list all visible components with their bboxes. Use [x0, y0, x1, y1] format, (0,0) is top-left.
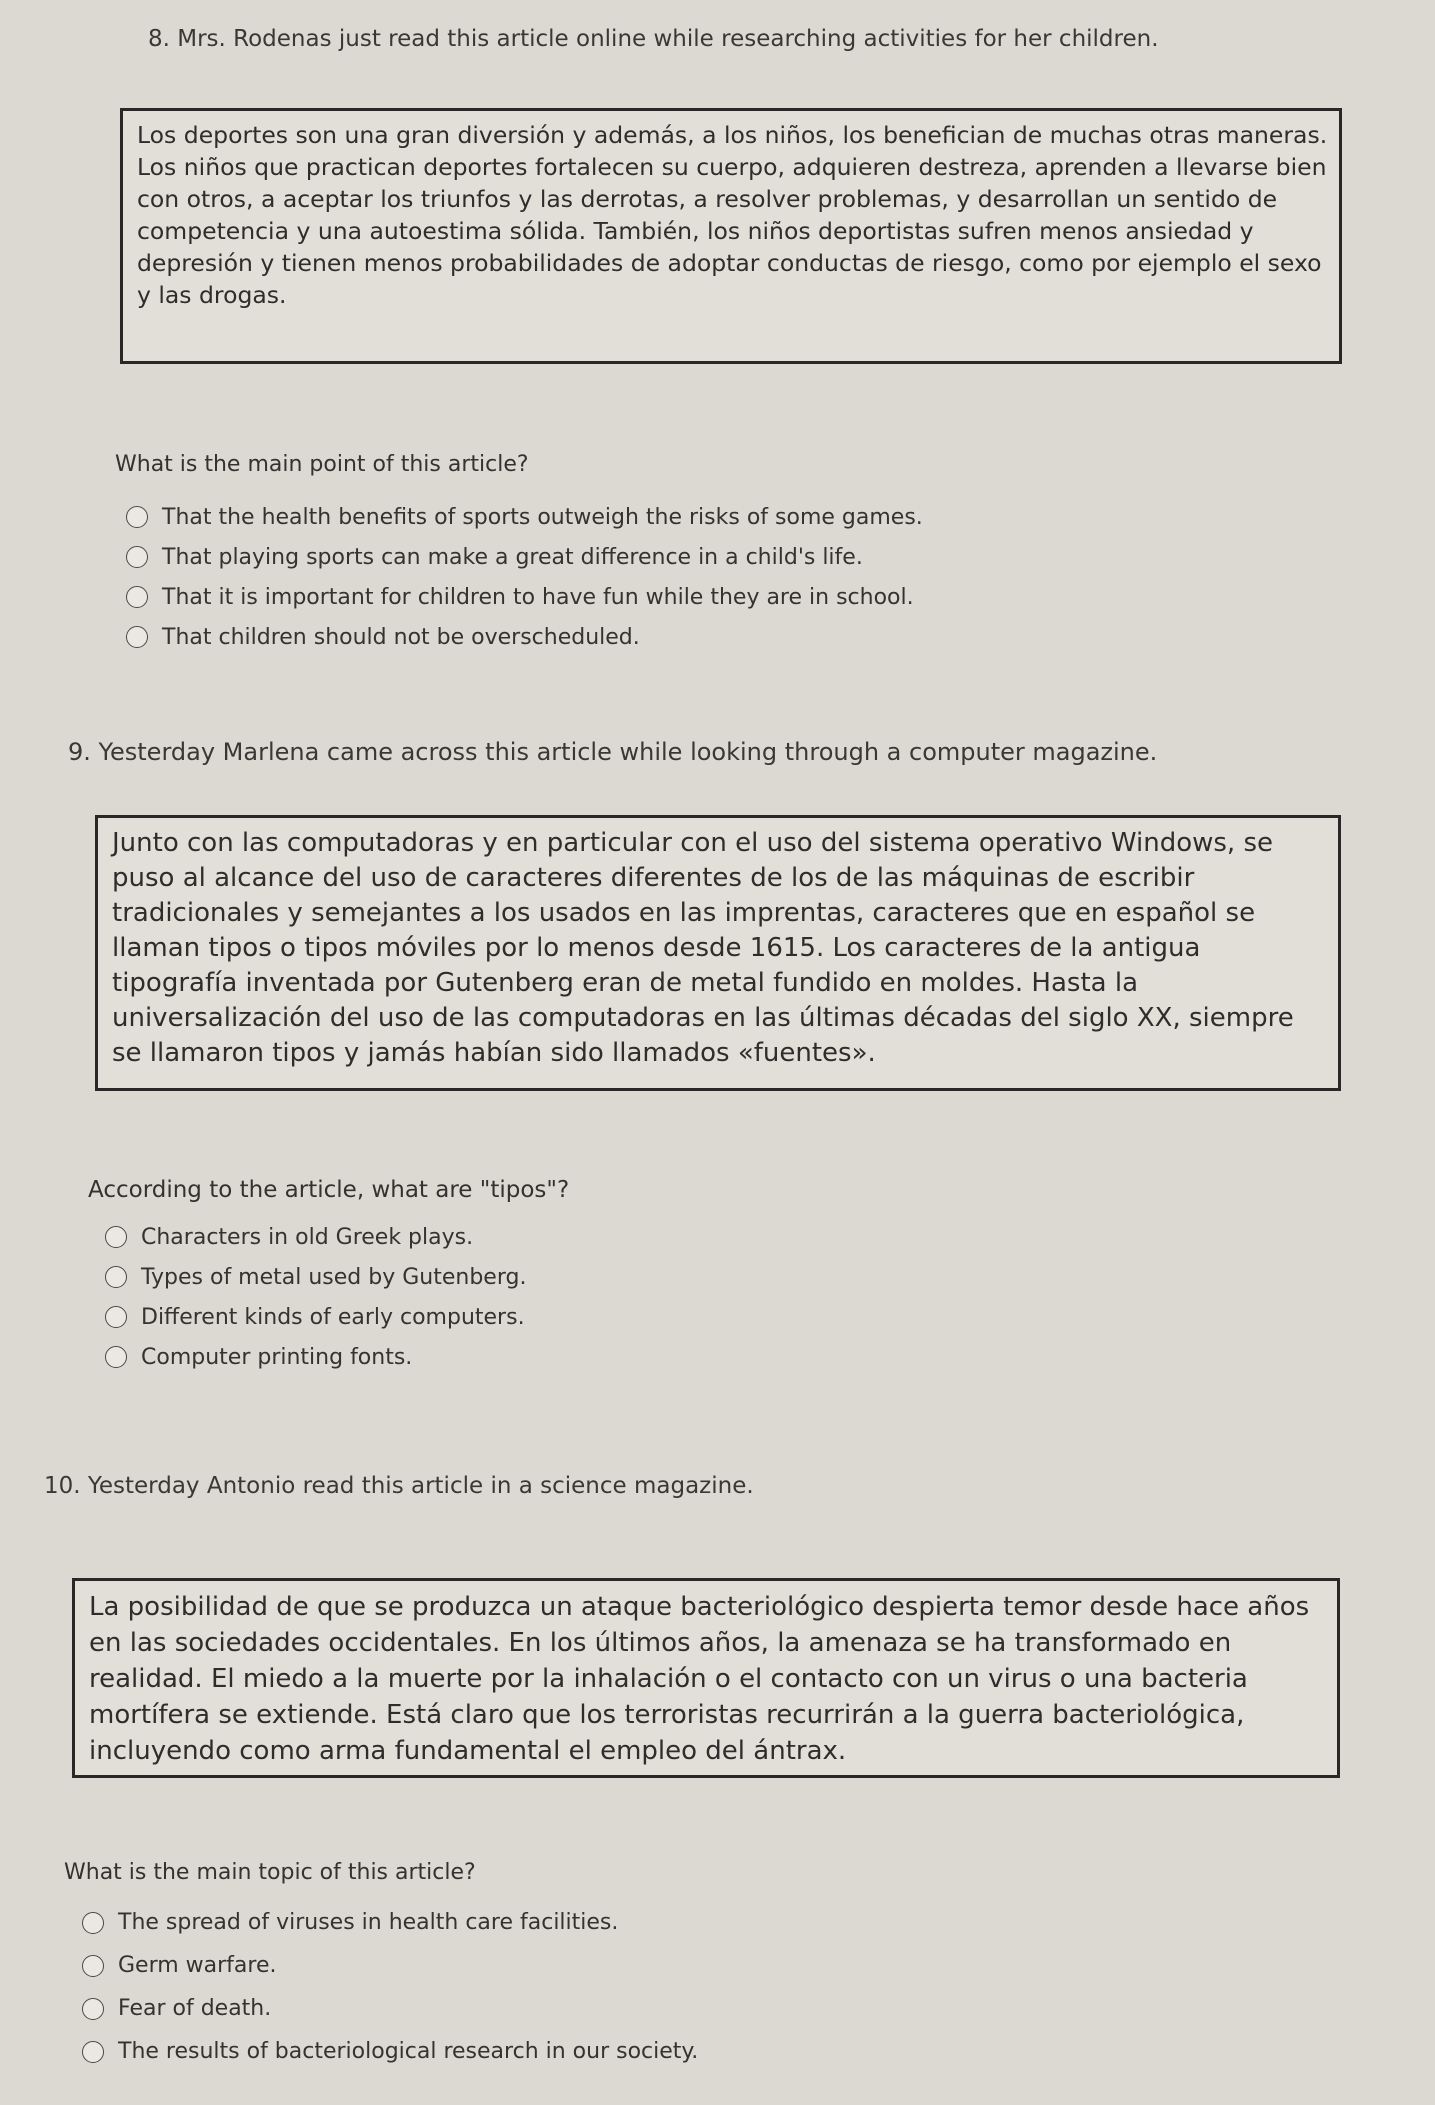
radio-button-icon[interactable] — [126, 586, 148, 608]
question-10-prompt: What is the main topic of this article? — [64, 1860, 476, 1885]
question-9-option-a[interactable] — [105, 1217, 526, 1257]
question-8-article-text: Los deportes son una gran diversión y además, a los niños, los benefician de muchas otras maneras. Los niños que practican deportes fortalecen su cuerpo, adquieren destreza, aprenden a llevarse bien con otros, a aceptar los triunfos y las derrotas, a resolver problemas, y desarrollan un sentido de competencia y una autoestima sólida. También, los niños deportistas sufren menos ansiedad y depresión y tienen menos probabilidades de adoptar conductas de riesgo, como por ejemplo el sexo y las drogas. — [137, 121, 1328, 309]
question-8-article-box — [120, 108, 1342, 364]
radio-button-icon[interactable] — [82, 2041, 104, 2063]
radio-button-icon[interactable] — [105, 1306, 127, 1328]
question-8-intro: 8. Mrs. Rodenas just read this article online while researching activities for her children. — [148, 26, 1159, 52]
option-label: The spread of viruses in health care facilities. — [118, 1910, 619, 1935]
radio-button-icon[interactable] — [82, 1912, 104, 1934]
radio-button-icon[interactable] — [105, 1346, 127, 1368]
radio-button-icon[interactable] — [126, 626, 148, 648]
question-8-option-b[interactable] — [126, 537, 923, 577]
question-10-option-a[interactable] — [82, 1901, 698, 1944]
option-label: Fear of death. — [118, 1996, 272, 2021]
option-label: That playing sports can make a great difference in a child's life. — [162, 544, 863, 570]
question-10-article-text: La posibilidad de que se produzca un ataque bacteriológico despierta temor desde hace años en las sociedades occidentales. En los últimos años, la amenaza se ha transformado en realidad. El miedo a la muerte por la inhalación o el contacto con un virus o una bacteria mortífera se extiende. Está claro que los terroristas recurrirán a la guerra bacteriológica, incluyendo como arma fundamental el empleo del ántrax. — [89, 1592, 1310, 1766]
question-10-article-box — [72, 1578, 1340, 1778]
question-10-option-b[interactable] — [82, 1944, 698, 1987]
option-label: That children should not be overscheduled. — [162, 624, 640, 650]
radio-button-icon[interactable] — [126, 506, 148, 528]
question-8-options — [126, 497, 923, 657]
option-label: Types of metal used by Gutenberg. — [141, 1264, 527, 1290]
question-9-article-box — [95, 815, 1341, 1091]
option-label: Computer printing fonts. — [141, 1344, 413, 1370]
option-label: Germ warfare. — [118, 1953, 277, 1978]
question-10-option-c[interactable] — [82, 1987, 698, 2030]
option-label: That the health benefits of sports outweigh the risks of some games. — [162, 504, 923, 530]
question-8-prompt: What is the main point of this article? — [115, 452, 529, 477]
question-10-intro: 10. Yesterday Antonio read this article in a science magazine. — [44, 1473, 754, 1499]
option-label: That it is important for children to have fun while they are in school. — [162, 584, 914, 610]
question-10-options — [82, 1901, 698, 2073]
option-label: Different kinds of early computers. — [141, 1304, 525, 1330]
radio-button-icon[interactable] — [82, 1955, 104, 1977]
question-9-article-text: Junto con las computadoras y en particular con el uso del sistema operativo Windows, se puso al alcance del uso de caracteres diferentes de los de las máquinas de escribir tradicionales y semejantes a los usados en las imprentas, caracteres que en español se llaman tipos o tipos móviles por lo menos desde 1615. Los caracteres de la antigua tipografía inventada por Gutenberg eran de metal fundido en moldes. Hasta la universalización del uso de las computadoras en las últimas décadas del siglo XX, siempre se llamaron tipos y jamás habían sido llamados «fuentes». — [112, 828, 1294, 1068]
option-label: Characters in old Greek plays. — [141, 1224, 474, 1250]
radio-button-icon[interactable] — [82, 1998, 104, 2020]
question-8-option-c[interactable] — [126, 577, 923, 617]
question-9-prompt: According to the article, what are "tipos"? — [88, 1177, 570, 1203]
question-9-option-c[interactable] — [105, 1297, 526, 1337]
question-8-option-a[interactable] — [126, 497, 923, 537]
radio-button-icon[interactable] — [105, 1226, 127, 1248]
question-9-option-b[interactable] — [105, 1257, 526, 1297]
option-label: The results of bacteriological research in our society. — [118, 2039, 699, 2064]
radio-button-icon[interactable] — [126, 546, 148, 568]
question-9-options — [105, 1217, 526, 1377]
question-8-option-d[interactable] — [126, 617, 923, 657]
question-9-option-d[interactable] — [105, 1337, 526, 1377]
question-9-intro: 9. Yesterday Marlena came across this article while looking through a computer magazine. — [68, 738, 1158, 766]
question-10-option-d[interactable] — [82, 2030, 698, 2073]
radio-button-icon[interactable] — [105, 1266, 127, 1288]
